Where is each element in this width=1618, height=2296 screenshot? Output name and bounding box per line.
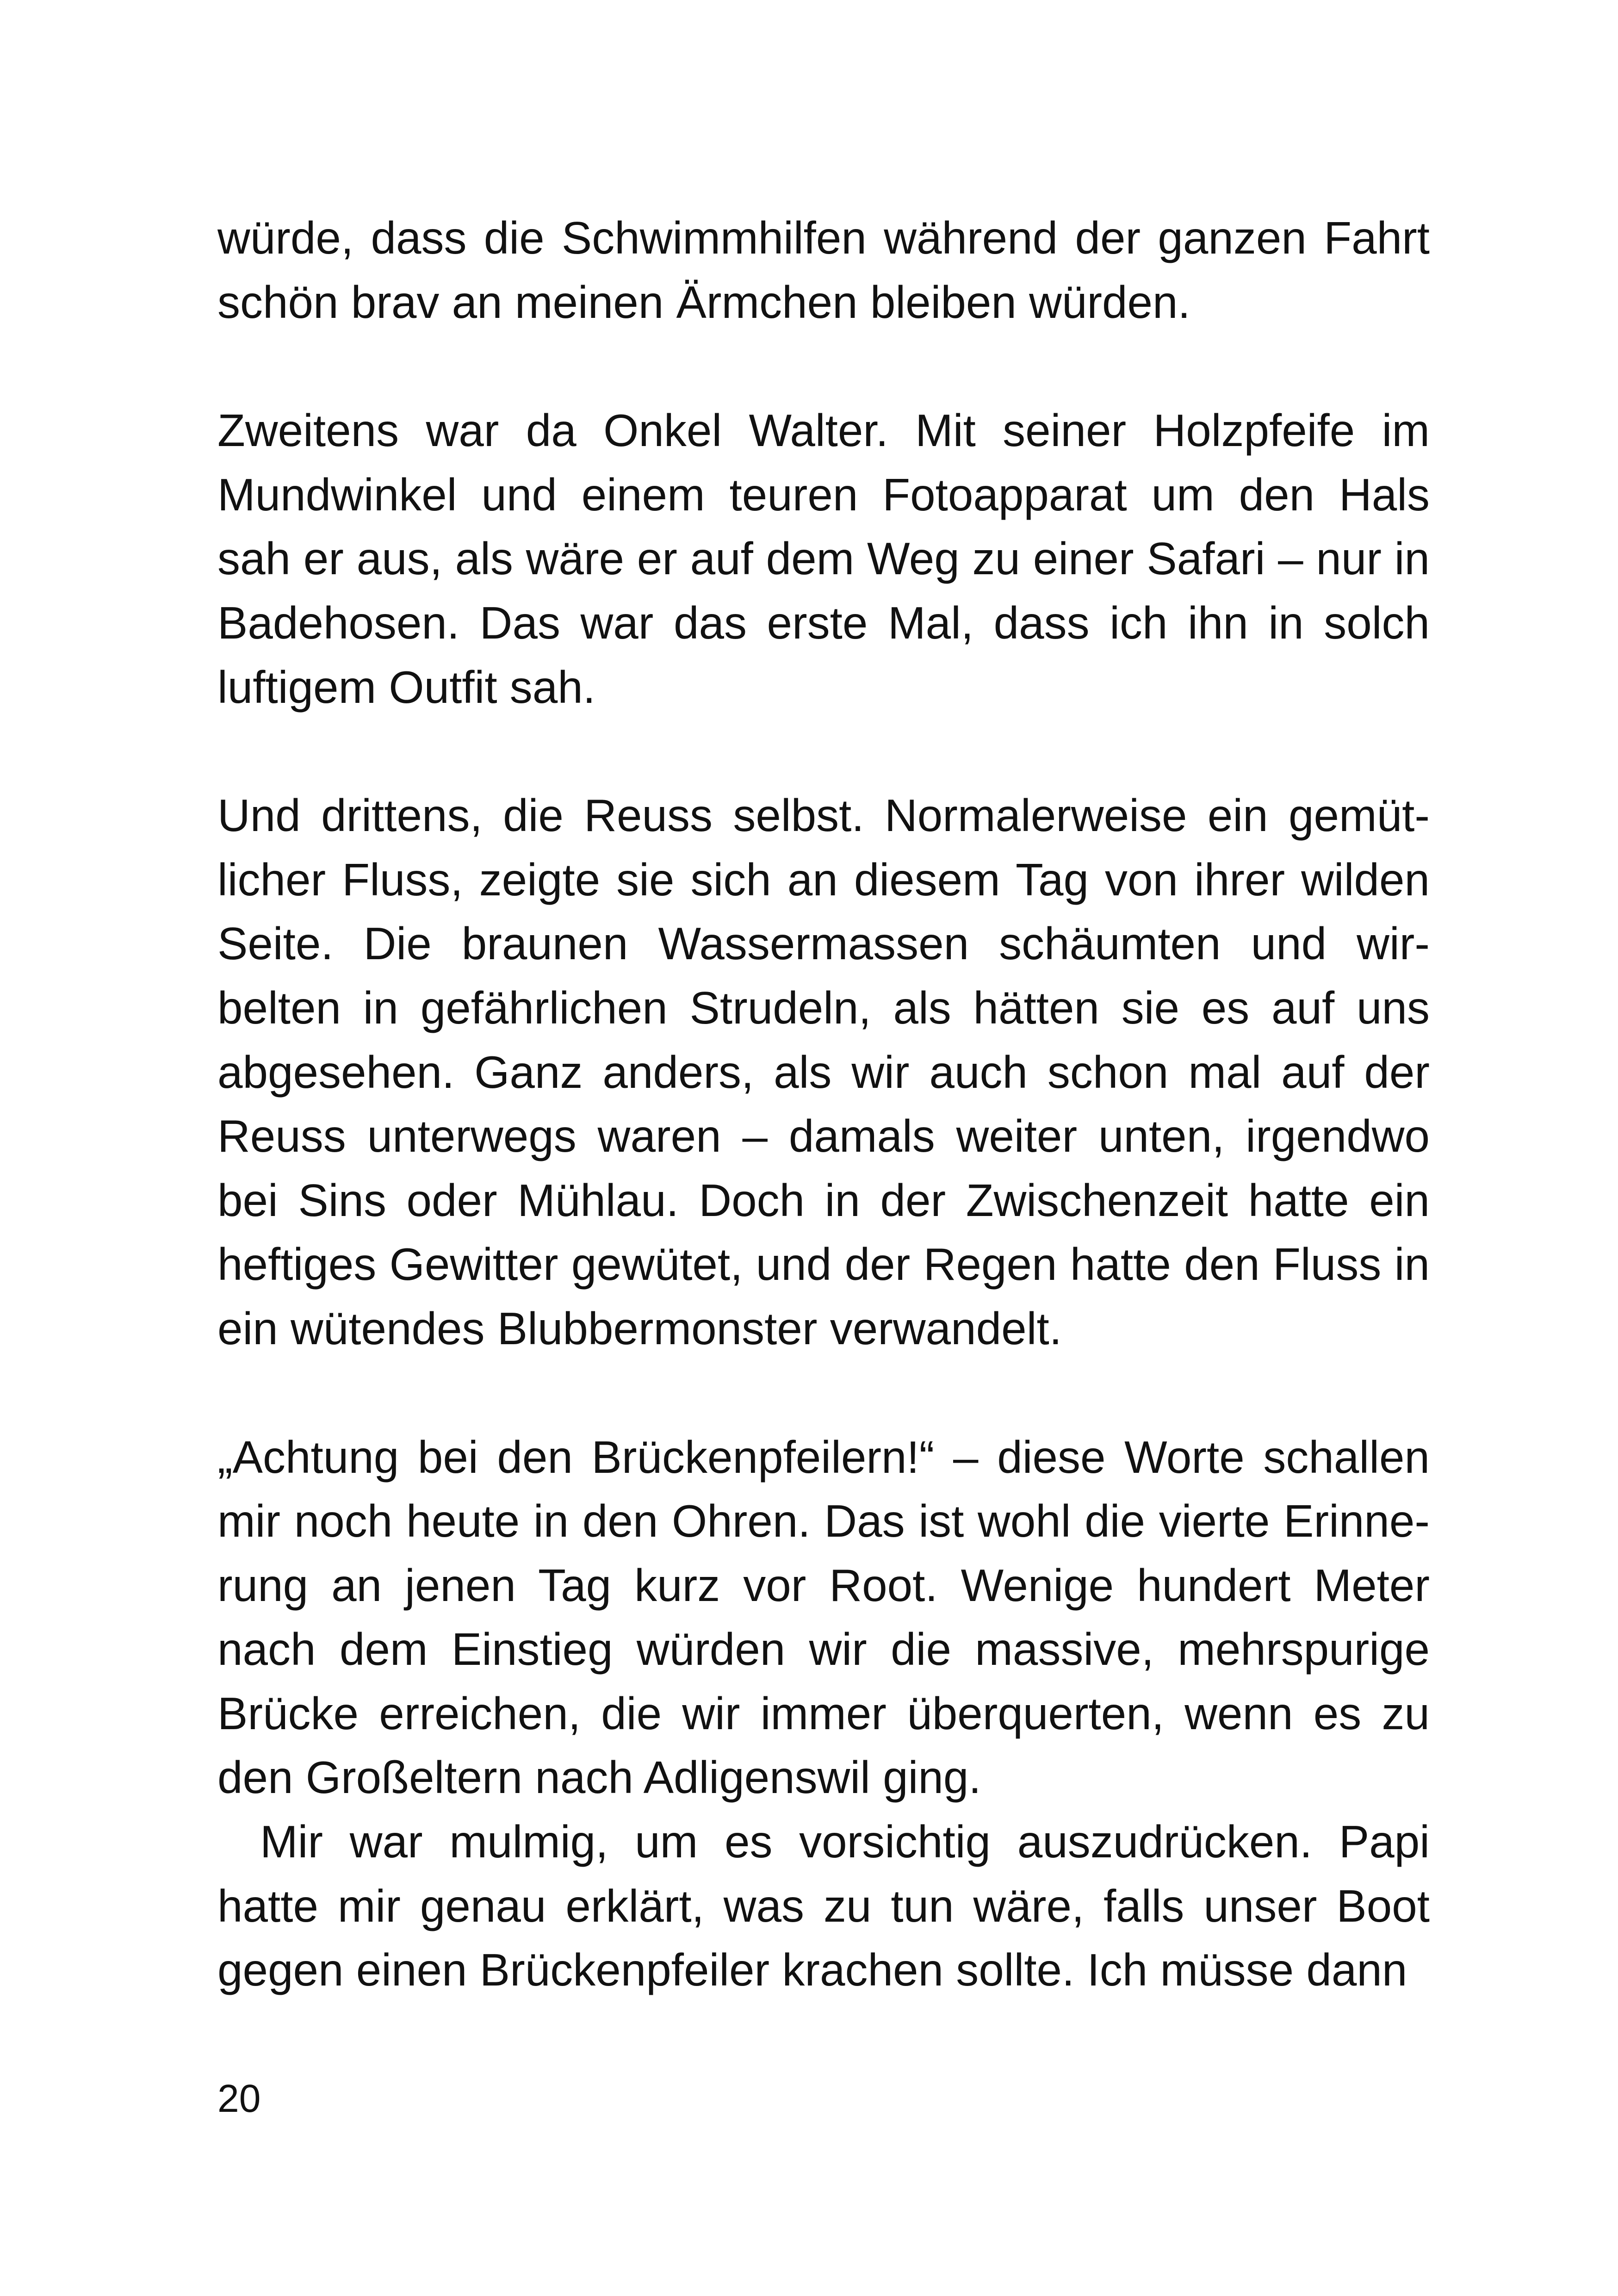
paragraph-1: würde, dass die Schwimmhilfen während der ganzen Fahrt schön brav an meinen Ärmchen bleiben würden. bbox=[217, 212, 1430, 328]
paragraph-5: Mir war mulmig, um es vorsichtig auszudrücken. Papi hatte mir genau erklärt, was zu tun wäre, falls unser Boot gegen einen Brückenpfeiler krachen sollte. Ich müsse dann bbox=[217, 1816, 1430, 1996]
paragraph-4: „Achtung bei den Brückenpfeilern!“ – diese Worte schallen mir noch heute in den Ohren. Das ist wohl die vierte Erinnerung an jenen Tag kurz vor Root. Wenige hundert Meter nach dem Einstieg würden wir die massive, mehrspurige Brücke erreichen, die wir immer überquerten, wenn es zu den Großeltern nach Adligenswil ging. bbox=[217, 1431, 1430, 1803]
body-text bbox=[217, 206, 1430, 2002]
paragraph-3: Und drittens, die Reuss selbst. Normalerweise ein gemütlicher Fluss, zeigte sie sich an diesem Tag von ihrer wilden Seite. Die braunen Wassermassen schäumten und wirbelten in gefährlichen Strudeln, als hätten sie es auf uns abgesehen. Ganz anders, als wir auch schon mal auf der Reuss unterwegs waren – damals weiter unten, irgendwo bei Sins oder Mühlau. Doch in der Zwischenzeit hatte ein heftiges Gewitter gewütet, und der Regen hatte den Fluss in ein wütendes Blubbermonster verwandelt. bbox=[217, 790, 1430, 1354]
page-number: 20 bbox=[217, 2077, 261, 2120]
paragraph-2: Zweitens war da Onkel Walter. Mit seiner Holzpfeife im Mundwinkel und einem teuren Fotoapparat um den Hals sah er aus, als wäre er auf dem Weg zu einer Safari – nur in Badehosen. Das war das erste Mal, dass ich ihn in solch luftigem Outfit sah. bbox=[217, 405, 1430, 713]
